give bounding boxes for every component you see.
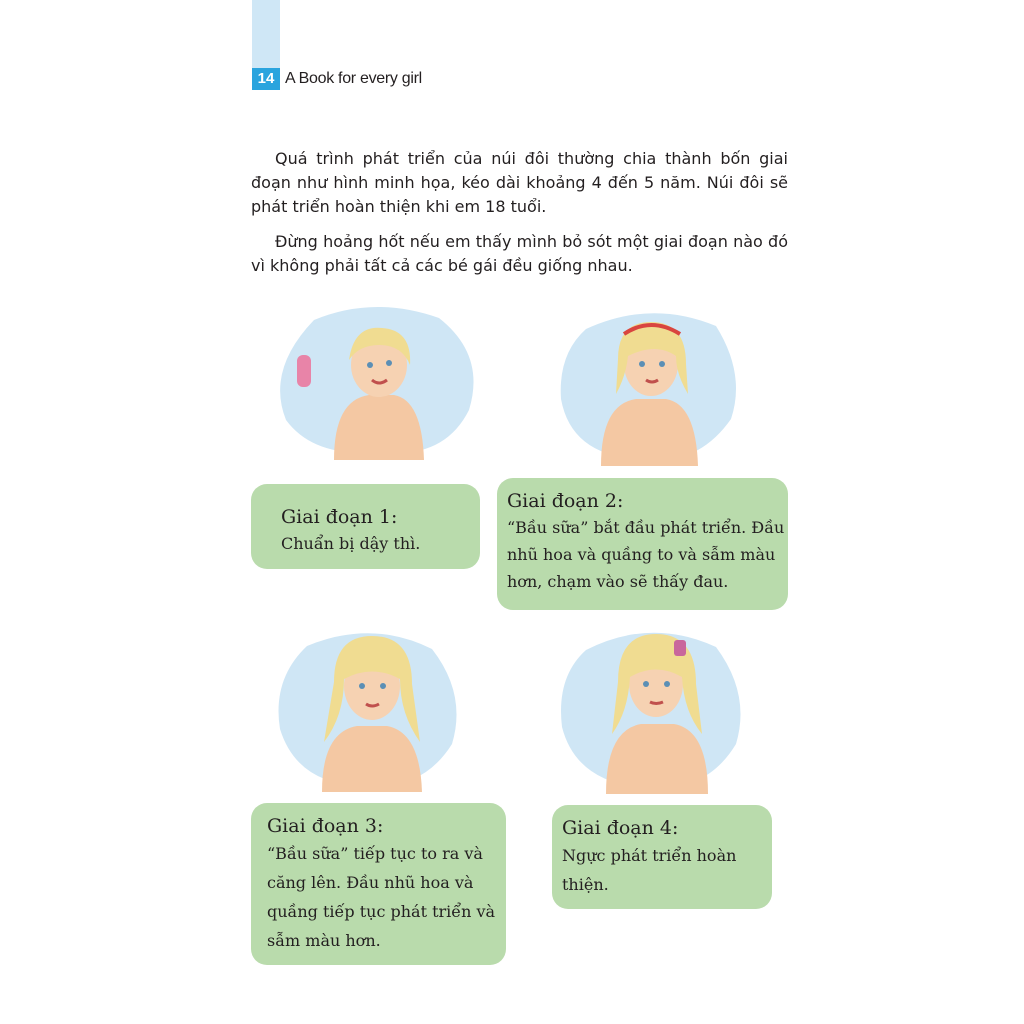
stage-1-caption: [251, 484, 480, 569]
reassurance-paragraph: Đừng hoảng hốt nếu em thấy mình bỏ sót một giai đoạn nào đó vì không phải tất cả các bé gái đều giống nhau.: [251, 232, 788, 275]
book-title: A Book for every girl: [285, 70, 422, 87]
stage-3-description: “Bầu sữa” tiếp tục to ra và căng lên. Đầu nhũ hoa và quầng tiếp tục phát triển và sẫm màu hơn.: [267, 844, 496, 950]
page-number: 14: [252, 68, 280, 90]
page-tab-strip: [252, 0, 280, 68]
intro-paragraph: Quá trình phát triển của núi đôi thường chia thành bốn giai đoạn như hình minh họa, kéo dài khoảng 4 đến 5 năm. Núi đôi sẽ phát triển hoàn thiện khi em 18 tuổi.: [251, 149, 788, 216]
stage-4-title: Giai đoạn 4:: [562, 817, 679, 839]
stage-3-caption: [251, 803, 506, 965]
illustration-stage-4: [556, 622, 748, 794]
stage-2-title: Giai đoạn 2:: [507, 490, 624, 512]
stage-3-title: Giai đoạn 3:: [267, 815, 384, 837]
stage-4-description: Ngực phát triển hoàn thiện.: [562, 846, 737, 894]
illustration-stage-2: [556, 304, 740, 466]
stage-2-description: “Bầu sữa” bắt đầu phát triển. Đầu nhũ hoa và quầng to và sẫm màu hơn, chạm vào sẽ thấy đau.: [507, 518, 785, 591]
stage-1-title: Giai đoạn 1:: [281, 506, 398, 528]
stage-1-description: Chuẩn bị dậy thì.: [281, 534, 421, 553]
stage-4-caption: [552, 805, 772, 909]
illustration-stage-3: [272, 624, 462, 792]
illustration-stage-1: [274, 300, 484, 460]
stage-2-caption: [497, 478, 788, 610]
